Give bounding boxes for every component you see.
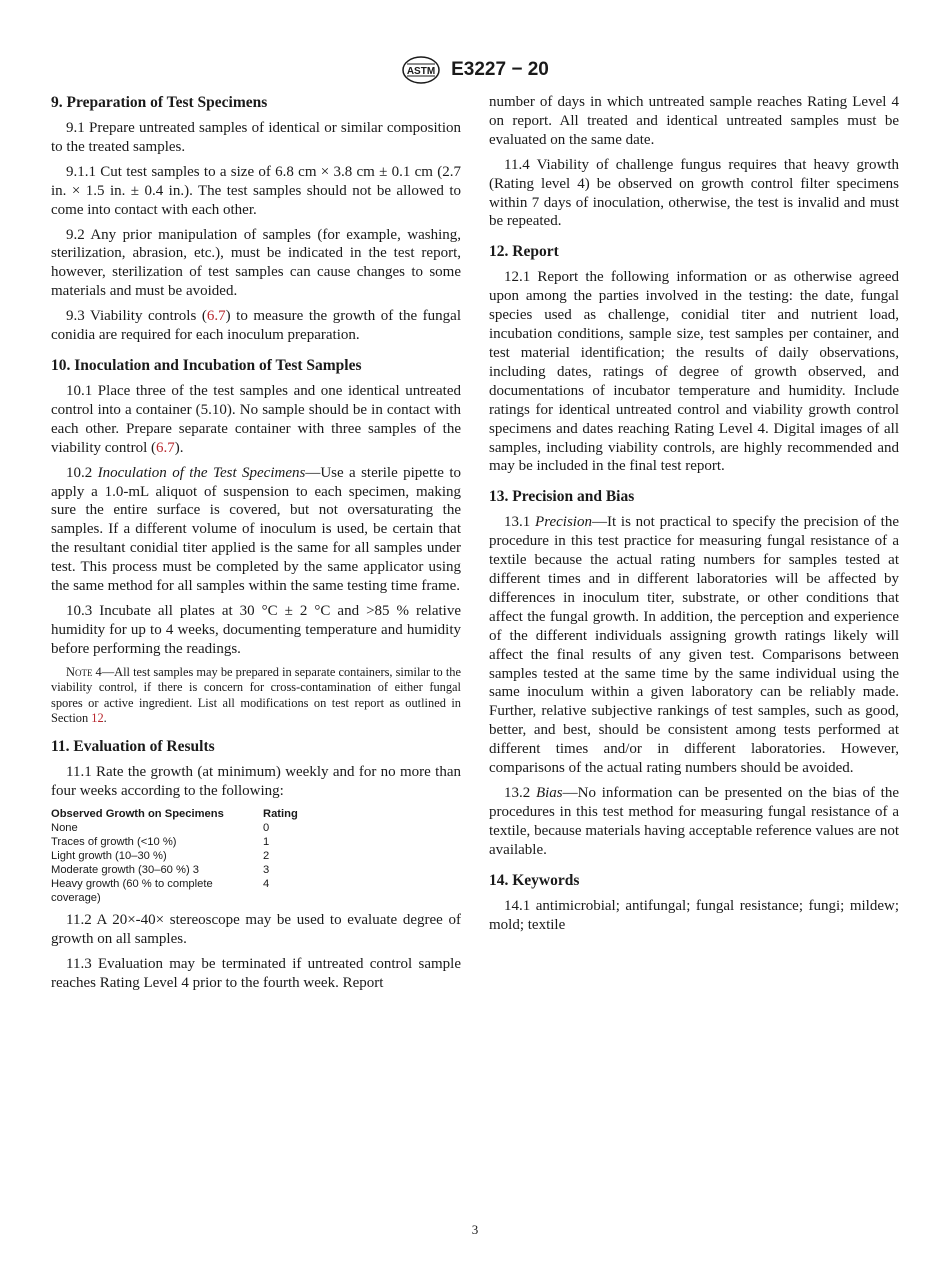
table-cell: 4 — [263, 877, 270, 890]
para-9-1-1: 9.1.1 Cut test samples to a size of 6.8 cm × 3.8 cm ± 0.1 cm (2.7 in. × 1.5 in. ± 0.4 in.). The test samples should not be allowed to come into contact with each other. — [51, 163, 461, 218]
para-11-4: 11.4 Viability of challenge fungus requires that heavy growth (Rating level 4) be observed on growth control filter specimens within 7 days of inoculation, otherwise, the test is invalid and must be repeated. — [489, 156, 899, 230]
table-cell: 3 — [263, 863, 270, 876]
para-12-1: 12.1 Report the following information or as otherwise agreed upon among the parties involved in the testing: the date, fungal species used as challenge, conidial titer and nutrient load, incubation conditions, sample size, test samples per container, and test material identification; the results of daily observations, including dates, ratings of degree of growth observed, and documentations of incubator temperature and humidity. Include ratings for identical untreated control and viability growth control specimens and dates reaching Rating Level 4. Digital images of all samples, including viability controls, are highly recommended and may be included in the final test report. — [489, 269, 899, 475]
section-link[interactable]: 6.7 — [206, 308, 226, 325]
table-cell: None — [51, 821, 78, 834]
page-header — [0, 55, 950, 85]
table-cell: Traces of growth (<10 %) — [51, 835, 177, 848]
para-11-2: 11.2 A 20×-40× stereoscope may be used to evaluate degree of growth on all samples. — [51, 911, 461, 947]
para-10-1: 10.1 Place three of the test samples and one identical untreated control into a container (5.10). No sample should be in contact with each other. Prepare separate container with three samples of the viability control (6.7). — [51, 382, 461, 456]
para-13-2: 13.2 Bias—No information can be presented on the bias of the procedures in this test method for measuring fungal resistance of a textile, because materials having acceptable reference values are not available. — [489, 785, 900, 858]
para-9-1: 9.1 Prepare untreated samples of identical or similar composition to the treated samples. — [51, 120, 461, 155]
para-13-1: 13.1 Precision—It is not practical to specify the precision of the procedure in this test practice for measuring fungal resistance of a textile because the actual rating numbers for samples tested at different times and in different laboratories will be affected by differences in inoculum titer, substrate, or other conditions that affect the fungal growth. In addition, the perception and experience of the different individuals assigning growth ratings likely will affect the final results of any given test. Comparisons between samples tested at the same time by the same individual using the same inoculum within a given laboratory can be reliably made. Further, relative subjective rankings of test samples, such as good, better, and best, should be consistent among tests performed at different times and/or in different laboratories. However, comparisons of the actual rating numbers should be avoided. — [489, 514, 900, 777]
section-link[interactable]: 6.7 — [155, 439, 175, 456]
para-10-2: 10.2 Inoculation of the Test Specimens—Use a sterile pipette to apply a 1.0-mL aliquot of suspension to each specimen, making sure the entire surface is covered, but not oversaturating the samples. If a different volume of inoculum is used, be certain that the resultant conidial titer applied is the same for all samples under test. This process must be completed by the same applicator using the same method for all samples within the same testing time frame. — [51, 464, 462, 595]
para-11-1: 11.1 Rate the growth (at minimum) weekly and for no more than four weeks according to the following: — [51, 764, 461, 799]
section-9-title: 9. Preparation of Test Specimens — [51, 94, 268, 111]
left-column — [51, 93, 461, 998]
para-11-3: 11.3 Evaluation may be terminated if untreated control sample reaches Rating Level 4 prior to the fourth week. Report — [51, 955, 461, 991]
section-13-title: 13. Precision and Bias — [489, 488, 635, 506]
table-row — [51, 849, 351, 863]
note-4: Note 4—All test samples may be prepared in separate containers, similar to the viability control, if there is concern for cross-contamination of either fungal spores or active ingredient. List all modifications on test report as outlined in Section 12. — [51, 664, 461, 726]
para-9-3: 9.3 Viability controls (6.7) to measure the growth of the fungal conidia are required for each inoculum preparation. — [51, 308, 461, 344]
section-link[interactable]: 12 — [91, 711, 104, 726]
para-9-2: 9.2 Any prior manipulation of samples (for example, washing, sterilization, abrasion, etc.), must be indicated in the test report, however, sterilization of test samples can cause changes to some materials and must be avoided. — [51, 226, 461, 300]
table-header: Rating — [263, 807, 298, 820]
table-row — [51, 835, 351, 849]
para-14-1: 14.1 antimicrobial; antifungal; fungal resistance; fungi; mildew; mold; textile — [489, 897, 899, 933]
para-11-3-continued: number of days in which untreated sample reaches Rating Level 4 on report. All treated and identical untreated samples must be evaluated on the same date. — [489, 94, 899, 148]
section-12-title: 12. Report — [489, 243, 559, 261]
table-cell: 2 — [263, 849, 270, 862]
section-10-title: 10. Inoculation and Incubation of Test Samples — [51, 356, 362, 374]
page-number: 3 — [471, 1222, 479, 1237]
document-number: E3227 − 20 — [451, 59, 549, 80]
table-header: Observed Growth on Specimens — [51, 807, 224, 820]
right-column — [489, 93, 899, 940]
astm-logo — [401, 55, 441, 85]
rating-table — [51, 807, 351, 905]
table-row — [51, 863, 351, 877]
section-14-title: 14. Keywords — [489, 871, 580, 889]
table-cell: Light growth (10–30 %) — [51, 849, 167, 862]
section-11-title: 11. Evaluation of Results — [51, 738, 215, 756]
table-header-row — [51, 807, 351, 821]
table-cell: 1 — [263, 835, 270, 848]
table-cell: 0 — [263, 821, 270, 834]
table-cell: Heavy growth (60 % to complete coverage) — [51, 877, 213, 904]
table-cell: Moderate growth (30–60 %) 3 — [51, 863, 200, 876]
table-row — [51, 877, 351, 905]
svg-text:ASTM: ASTM — [406, 66, 436, 77]
para-10-3: 10.3 Incubate all plates at 30 °C ± 2 °C and >85 % relative humidity for up to 4 weeks, documenting temperature and humidity before performing the readings. — [51, 602, 461, 657]
table-row — [51, 821, 351, 835]
